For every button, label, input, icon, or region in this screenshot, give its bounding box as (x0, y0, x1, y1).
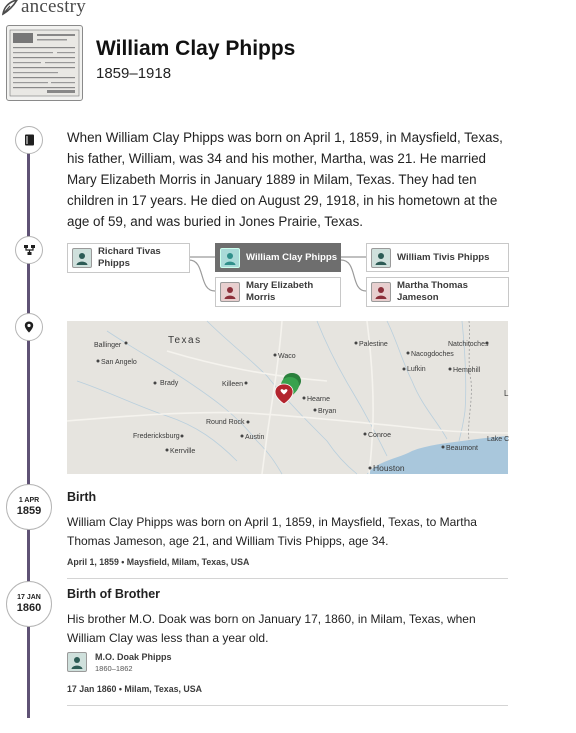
map-city-label: L (504, 389, 509, 398)
family-card-richard[interactable] (67, 243, 190, 273)
family-node (15, 236, 43, 264)
map-city-label: Bryan (318, 408, 337, 415)
family-card-name: Mary Elizabeth Morris (246, 280, 314, 303)
timeline-line (27, 128, 30, 718)
family-tree-icon (23, 244, 36, 256)
badge-year: 1859 (16, 505, 42, 517)
map-city-label: Austin (245, 434, 265, 441)
map-node (15, 313, 43, 341)
map-canvas (67, 321, 508, 474)
family-card-father[interactable] (366, 243, 509, 272)
female-avatar-icon (220, 282, 240, 302)
map-city-label: Conroe (368, 432, 391, 439)
relative-card[interactable] (67, 652, 172, 675)
life-story-text: When William Clay Phipps was born on April 1, 1859, in Maysfield, Texas, his father, William, was 34 and his mother, Martha, was 21. He married Mary Elizabeth Morris in January 1889 in Milam, Texas. They had ten children in 17 years. He died on August 29, 1918, in his hometown at the age of 59, and was buried in Jones Prairie, Texas. (67, 130, 503, 229)
ancestry-leaf-icon (0, 0, 20, 16)
divider (67, 705, 508, 706)
relative-years: 1860–1862 (95, 664, 133, 673)
male-avatar-icon (72, 248, 92, 268)
family-card-self[interactable] (215, 243, 341, 272)
family-card-spouse[interactable] (215, 277, 341, 307)
brother-birth-date-badge (6, 581, 52, 627)
relative-name: M.O. Doak Phipps (95, 652, 172, 662)
map-city-label: Lake C (487, 436, 510, 443)
badge-year: 1860 (16, 602, 42, 614)
map-city-label: Fredericksburg (133, 433, 180, 440)
event-meta: 17 Jan 1860 • Milam, Texas, USA (67, 684, 202, 694)
map-city-label: Natchitoches (448, 341, 489, 348)
book-icon (24, 134, 35, 146)
map-city-label: Hearne (307, 396, 330, 403)
male-avatar-icon (67, 652, 87, 672)
map-city-label: Brady (160, 380, 179, 387)
record-thumbnail[interactable] (6, 25, 83, 101)
event-title: Birth (67, 490, 97, 504)
event-meta: April 1, 1859 • Maysfield, Milam, Texas, USA (67, 557, 250, 567)
map-city-label: Ballinger (94, 342, 122, 349)
map-city-label: San Angelo (101, 359, 137, 366)
divider (67, 578, 508, 579)
map-city-label: Palestine (359, 341, 388, 348)
locations-map[interactable] (67, 321, 508, 474)
family-card-name: Martha Thomas Jameson (397, 280, 468, 303)
document-image (7, 26, 82, 100)
map-city-label: Killeen (222, 381, 244, 388)
event-title: Birth of Brother (67, 587, 161, 601)
map-city-label: Beaumont (446, 445, 478, 452)
story-node (15, 126, 43, 154)
family-card-name: Richard Tivas Phipps (98, 246, 161, 269)
badge-day-month: 1 APR (18, 497, 40, 504)
map-city-label: Houston (373, 463, 405, 473)
ancestry-logo[interactable] (0, 0, 86, 18)
family-card-name: William Clay Phipps (246, 251, 338, 263)
male-avatar-icon (371, 248, 391, 268)
logo-text: ancestry (21, 0, 86, 17)
birth-date-badge (6, 484, 52, 530)
family-card-name: William Tivis Phipps (397, 251, 490, 263)
map-region-label: Texas (168, 335, 202, 346)
map-city-label: Kerrville (170, 448, 196, 455)
map-city-label: Nacogdoches (411, 351, 454, 358)
person-name: William Clay Phipps (96, 37, 296, 60)
male-avatar-icon (220, 248, 240, 268)
event-description: William Clay Phipps was born on April 1, 1859, in Maysfield, Texas, to Martha Thomas Jameson, age 21, and William Tivis Phipps, age 34. (67, 515, 477, 548)
map-city-label: Lufkin (407, 366, 426, 373)
family-card-mother[interactable] (366, 277, 509, 307)
person-years: 1859–1918 (96, 65, 172, 82)
map-pin-icon (24, 321, 34, 333)
map-city-label: Hemphill (453, 367, 481, 374)
female-avatar-icon (371, 282, 391, 302)
badge-day-month: 17 JAN (17, 594, 41, 601)
event-description: His brother M.O. Doak was born on January 17, 1860, in Milam, Texas, when William Clay was less than a year old. (67, 612, 476, 645)
map-city-label: Round Rock (206, 419, 245, 426)
map-city-label: Waco (278, 353, 296, 360)
